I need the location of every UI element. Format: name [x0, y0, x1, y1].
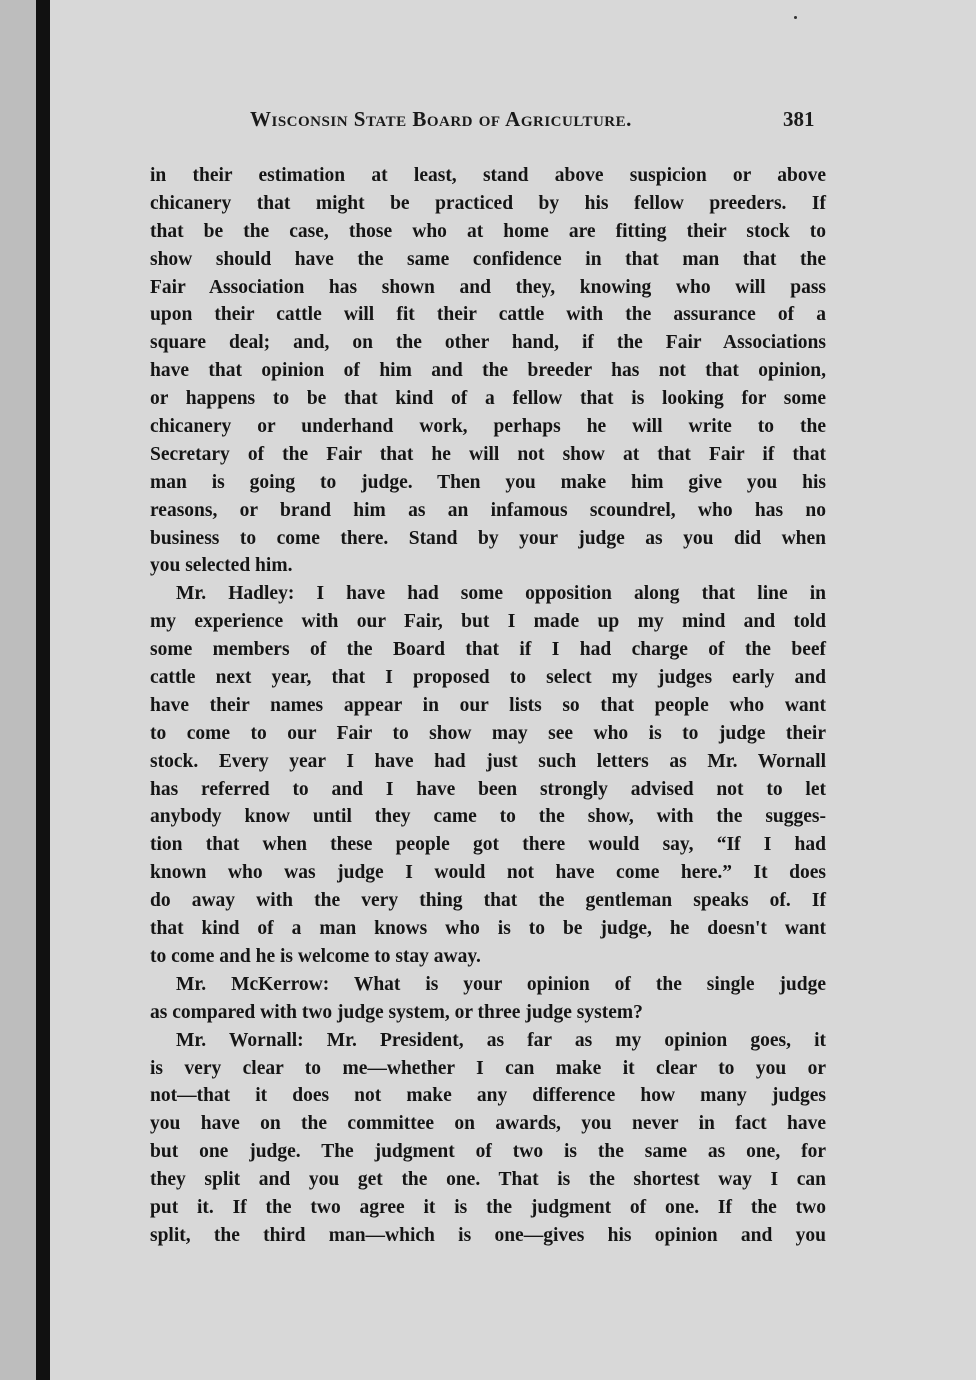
text-line: in their estimation at least, stand above suspicion or above [150, 165, 826, 186]
text-line: anybody know until they came to the show, with the sugges- [150, 806, 826, 828]
text-line: tion that when these people got there would say, “If I had [150, 834, 826, 856]
text-line: put it. If the two agree it is the judgment of one. If the two [150, 1196, 826, 1218]
text-line: to come to our Fair to show may see who is to judge their [150, 722, 826, 744]
text-line: chicanery that might be practiced by his fellow preeders. If [150, 192, 826, 214]
speck-mark [794, 16, 797, 19]
text-line: is very clear to me—whether I can make it clear to you or [150, 1057, 826, 1079]
text-line: man is going to judge. Then you make him give you his [150, 471, 826, 493]
text-line: stock. Every year I have had just such letters as Mr. Wornall [150, 750, 826, 772]
text-line: Mr. Wornall: Mr. President, as far as my opinion goes, it [176, 1029, 826, 1051]
text-line: reasons, or brand him as an infamous scoundrel, who has no [150, 499, 826, 521]
text-line: Mr. McKerrow: What is your opinion of the single judge [176, 973, 826, 995]
text-line: cattle next year, that I proposed to select my judges early and [150, 667, 826, 689]
text-line: do away with the very thing that the gentleman speaks of. If [150, 890, 826, 912]
text-line: Mr. Hadley: I have had some opposition along that line in [176, 583, 826, 605]
text-line: they split and you get the one. That is the shortest way I can [150, 1169, 826, 1191]
text-line: Secretary of the Fair that he will not show at that Fair if that [150, 443, 826, 465]
text-line: not—that it does not make any difference how many judges [150, 1085, 826, 1107]
book-spine-shadow [36, 0, 50, 1380]
text-line: square deal; and, on the other hand, if the Fair Associations [150, 332, 826, 354]
running-header: Wisconsin State Board of Agriculture. [250, 107, 632, 131]
text-line: that kind of a man knows who is to be judge, he doesn't want [150, 918, 826, 940]
text-line: my experience with our Fair, but I made up my mind and told [150, 611, 826, 633]
text-line: some members of the Board that if I had charge of the beef [150, 639, 826, 661]
text-line: have their names appear in our lists so that people who want [150, 694, 826, 716]
text-line: have that opinion of him and the breeder has not that opinion, [150, 360, 826, 382]
book-page [50, 0, 976, 1380]
text-line: business to come there. Stand by your judge as you did when [150, 527, 826, 549]
text-line: you have on the committee on awards, you never in fact have [150, 1113, 826, 1135]
text-line: has referred to and I have been strongly advised not to let [150, 778, 826, 800]
text-line: chicanery or underhand work, perhaps he will write to the [150, 416, 826, 438]
text-line: as compared with two judge system, or three judge system? [150, 1001, 643, 1023]
text-line: split, the third man—which is one—gives his opinion and you [150, 1224, 826, 1246]
text-line: show should have the same confidence in that man that the [150, 248, 826, 270]
text-line: that be the case, those who at home are fitting their stock to [150, 220, 826, 242]
text-line: known who was judge I would not have come here.” It does [150, 862, 826, 884]
text-line: upon their cattle will fit their cattle with the assurance of a [150, 304, 826, 326]
text-line: or happens to be that kind of a fellow that is looking for some [150, 388, 826, 410]
page-number: 381 [783, 107, 815, 131]
text-line: to come and he is welcome to stay away. [150, 945, 481, 967]
body-text [150, 162, 826, 1250]
text-line: but one judge. The judgment of two is the same as one, for [150, 1141, 826, 1163]
left-margin-strip [0, 0, 36, 1380]
text-line: you selected him. [150, 555, 293, 577]
text-line: Fair Association has shown and they, knowing who will pass [150, 276, 826, 298]
